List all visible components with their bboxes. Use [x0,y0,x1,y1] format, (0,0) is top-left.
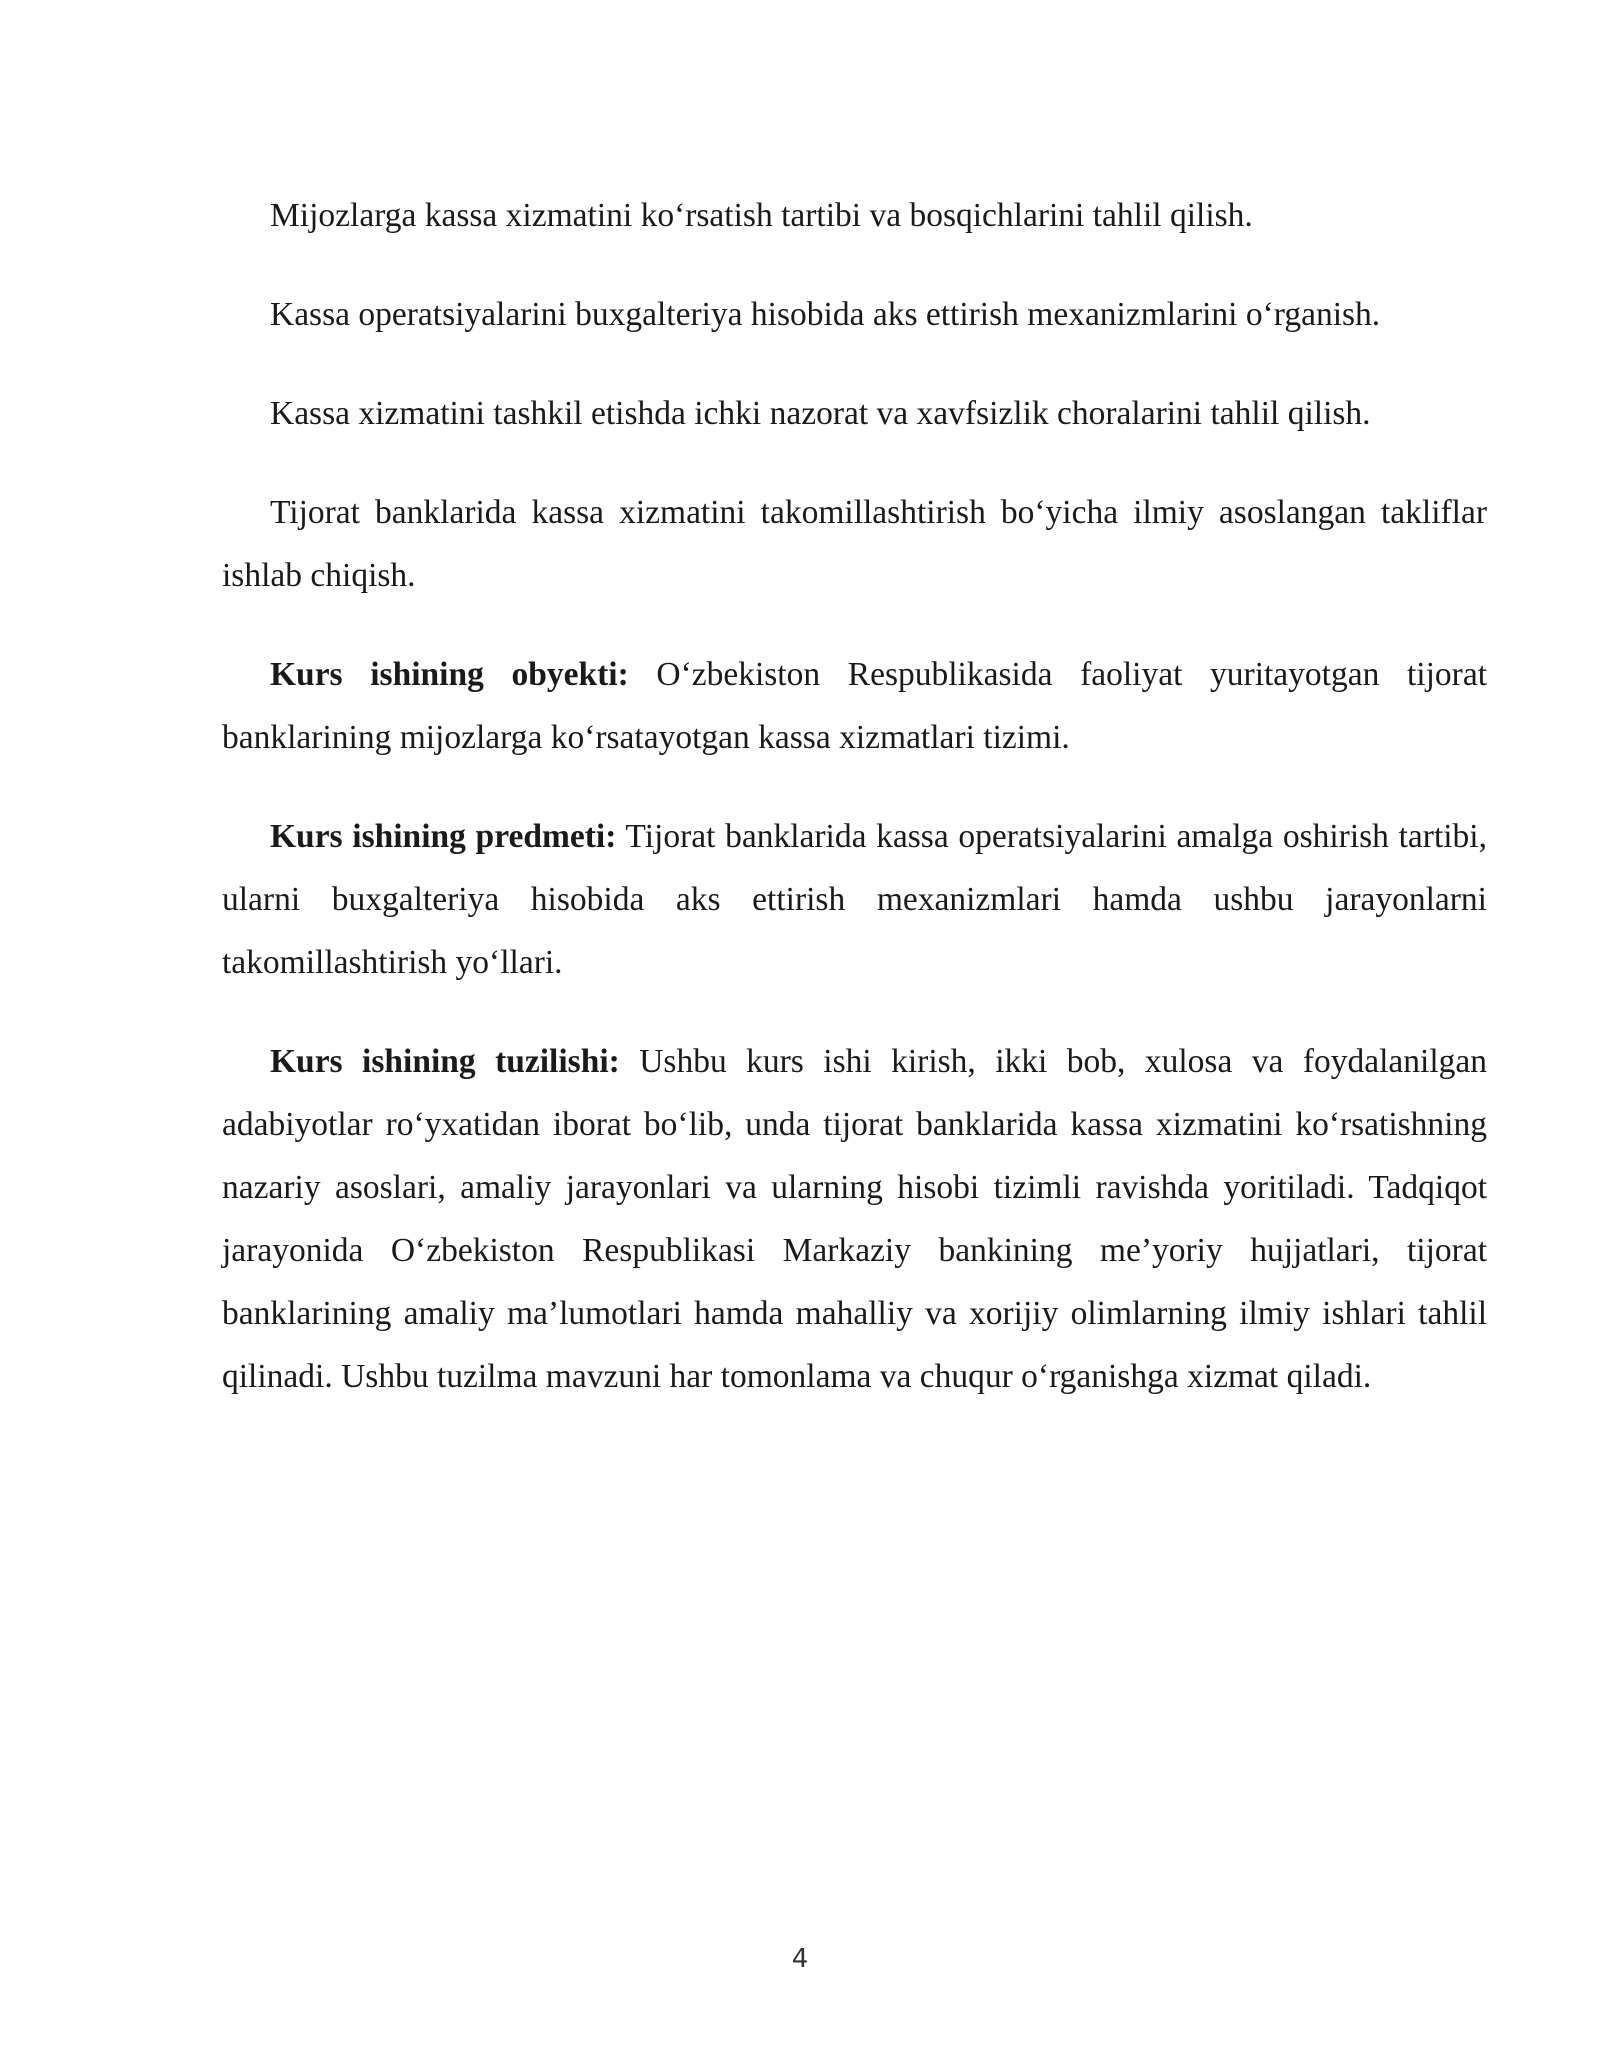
paragraph-subject [222,805,1487,994]
paragraph-label: Kurs ishining obyekti: [270,656,629,693]
page-number: 4 [791,1944,809,1974]
paragraph-text: O‘zbekiston Respublikasida faoliyat yuritayotgan tijorat banklarining mijozlarga ko‘rsatayotgan kassa xizmatlari tizimi. [222,656,1487,756]
paragraph-text: Kassa operatsiyalarini buxgalteriya hisobida aks ettirish mexanizmlarini o‘rganish. [270,296,1381,333]
paragraph-task-1 [222,184,1487,247]
paragraph-task-4 [222,481,1487,607]
paragraph-label: Kurs ishining predmeti: [270,818,617,855]
paragraph-task-3 [222,382,1487,445]
paragraph-text: Mijozlarga kassa xizmatini ko‘rsatish tartibi va bosqichlarini tahlil qilish. [270,197,1253,234]
paragraph-label: Kurs ishining tuzilishi: [270,1043,620,1080]
paragraph-text: Tijorat banklarida kassa operatsiyalarini amalga oshirish tartibi, ularni buxgalteriya hisobida aks ettirish mexanizmlari hamda ushbu jarayonlarni takomillashtirish yo‘llari. [222,818,1487,981]
paragraph-task-2 [222,283,1487,346]
paragraph-structure [222,1030,1487,1408]
paragraph-object [222,643,1487,769]
paragraph-text: Tijorat banklarida kassa xizmatini takomillashtirish bo‘yicha ilmiy asoslangan takliflar ishlab chiqish. [222,494,1487,594]
paragraph-text: Ushbu kurs ishi kirish, ikki bob, xulosa va foydalanilgan adabiyotlar ro‘yxatidan iborat bo‘lib, unda tijorat banklarida kassa xizmatini ko‘rsatishning nazariy asoslari, amaliy jarayonlari va ularning hisobi tizimli ravishda yoritiladi. Tadqiqot jarayonida O‘zbekiston Respublikasi Markaziy bankining me’yoriy hujjatlari, tijorat banklarining amaliy ma’lumotlari hamda mahalliy va xorijiy olimlarning ilmiy ishlari tahlil qilinadi. Ushbu tuzilma mavzuni har tomonlama va chuqur o‘rganishga xizmat qiladi. [222,1043,1488,1395]
paragraph-text: Kassa xizmatini tashkil etishda ichki nazorat va xavfsizlik choralarini tahlil qilish. [270,395,1371,432]
page-content [222,184,1487,1444]
